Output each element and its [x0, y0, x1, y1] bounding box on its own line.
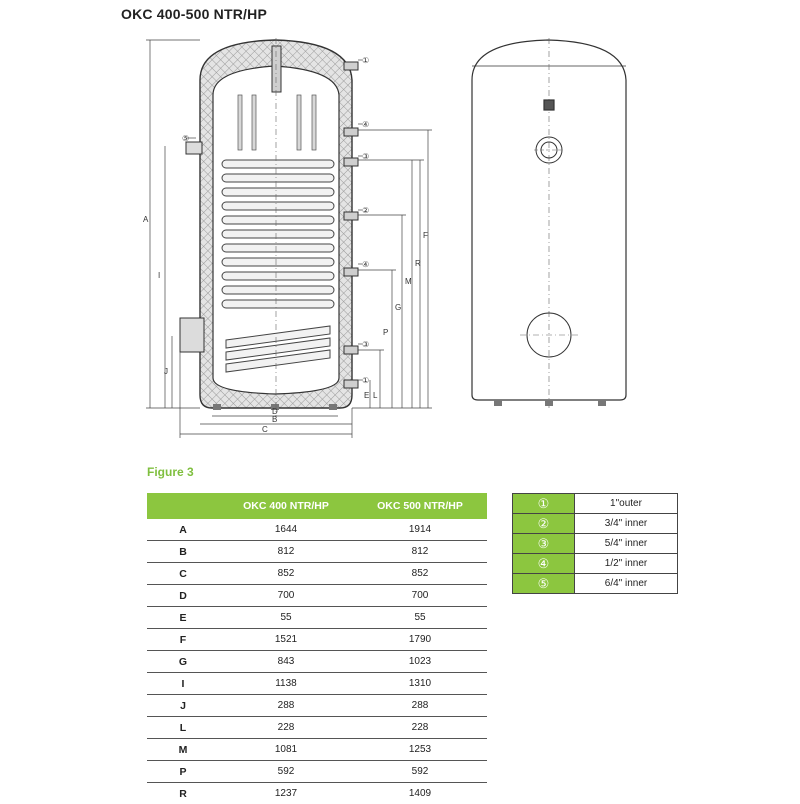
- document-title: OKC 400-500 NTR/HP: [121, 6, 267, 22]
- cell-500: 700: [353, 585, 487, 607]
- cell-400: 288: [219, 695, 353, 717]
- dimensions-table-header: [147, 493, 487, 519]
- row-key: C: [147, 563, 219, 585]
- cell-500: 228: [353, 717, 487, 739]
- dimensions-table: [147, 493, 487, 804]
- dim-label-m: M: [405, 277, 412, 286]
- cell-400: 1644: [219, 519, 353, 541]
- table-row: [147, 783, 487, 804]
- legend-row: [513, 534, 678, 554]
- header-okc-400: OKC 400 NTR/HP: [219, 493, 353, 519]
- row-key: L: [147, 717, 219, 739]
- table-row: [147, 717, 487, 739]
- connection-3-upper: ③: [362, 152, 369, 161]
- cell-500: 1914: [353, 519, 487, 541]
- table-row: [147, 519, 487, 541]
- cell-500: 1790: [353, 629, 487, 651]
- cell-500: 288: [353, 695, 487, 717]
- dim-label-a: A: [143, 215, 149, 224]
- cell-500: 1409: [353, 783, 487, 804]
- figure-caption: Figure 3: [147, 465, 194, 479]
- connection-4-lower: ④: [362, 260, 369, 269]
- connection-3-lower: ③: [362, 340, 369, 349]
- cell-500: 852: [353, 563, 487, 585]
- dim-label-p: P: [383, 328, 388, 337]
- dim-label-c: C: [262, 425, 268, 434]
- dim-label-i: I: [158, 271, 160, 280]
- legend-description: 5/4" inner: [575, 534, 678, 554]
- table-row: [147, 585, 487, 607]
- legend-description: 1"outer: [575, 494, 678, 514]
- cell-400: 1521: [219, 629, 353, 651]
- row-key: D: [147, 585, 219, 607]
- cell-400: 1237: [219, 783, 353, 804]
- table-row: [147, 629, 487, 651]
- legend-row: [513, 514, 678, 534]
- dim-label-r: R: [415, 259, 421, 268]
- legend-number: ④: [513, 554, 575, 574]
- cell-500: 812: [353, 541, 487, 563]
- header-okc-500: OKC 500 NTR/HP: [353, 493, 487, 519]
- connection-1-top: ①: [362, 56, 369, 65]
- table-row: [147, 651, 487, 673]
- cell-400: 592: [219, 761, 353, 783]
- legend-number: ③: [513, 534, 575, 554]
- cell-500: 55: [353, 607, 487, 629]
- dim-label-l: L: [373, 391, 378, 400]
- dim-label-e: E: [364, 391, 369, 400]
- cell-500: 1023: [353, 651, 487, 673]
- cell-400: 843: [219, 651, 353, 673]
- connection-4-upper: ④: [362, 120, 369, 129]
- cell-400: 55: [219, 607, 353, 629]
- legend-row: [513, 554, 678, 574]
- cell-400: 228: [219, 717, 353, 739]
- legend-description: 1/2" inner: [575, 554, 678, 574]
- legend-number: ⑤: [513, 574, 575, 594]
- row-key: G: [147, 651, 219, 673]
- legend-number: ②: [513, 514, 575, 534]
- cell-500: 592: [353, 761, 487, 783]
- connection-5: ⑤: [182, 134, 189, 143]
- table-row: [147, 673, 487, 695]
- connection-1-bottom: ①: [362, 376, 369, 385]
- header-blank: [147, 493, 219, 519]
- table-row: [147, 541, 487, 563]
- cell-500: 1253: [353, 739, 487, 761]
- table-row: [147, 607, 487, 629]
- row-key: J: [147, 695, 219, 717]
- dim-label-f: F: [423, 231, 428, 240]
- row-key: E: [147, 607, 219, 629]
- row-key: A: [147, 519, 219, 541]
- legend-description: 3/4" inner: [575, 514, 678, 534]
- table-row: [147, 761, 487, 783]
- cell-500: 1310: [353, 673, 487, 695]
- row-key: M: [147, 739, 219, 761]
- table-row: [147, 739, 487, 761]
- row-key: B: [147, 541, 219, 563]
- row-key: I: [147, 673, 219, 695]
- connections-legend-table: [512, 493, 678, 594]
- row-key: F: [147, 629, 219, 651]
- tank-section: [180, 38, 358, 416]
- connection-2: ②: [362, 206, 369, 215]
- dim-label-j: J: [164, 367, 168, 376]
- cell-400: 852: [219, 563, 353, 585]
- cell-400: 1081: [219, 739, 353, 761]
- table-row: [147, 695, 487, 717]
- cell-400: 812: [219, 541, 353, 563]
- tank-front-view: [472, 38, 626, 410]
- legend-number: ①: [513, 494, 575, 514]
- row-key: R: [147, 783, 219, 804]
- row-key: P: [147, 761, 219, 783]
- cell-400: 700: [219, 585, 353, 607]
- dim-label-g: G: [395, 303, 401, 312]
- table-row: [147, 563, 487, 585]
- cell-400: 1138: [219, 673, 353, 695]
- dim-label-d: D: [272, 407, 278, 416]
- legend-description: 6/4" inner: [575, 574, 678, 594]
- dim-label-b: B: [272, 415, 277, 424]
- legend-row: [513, 494, 678, 514]
- legend-row: [513, 574, 678, 594]
- upper-heat-exchanger-coil: [222, 160, 334, 308]
